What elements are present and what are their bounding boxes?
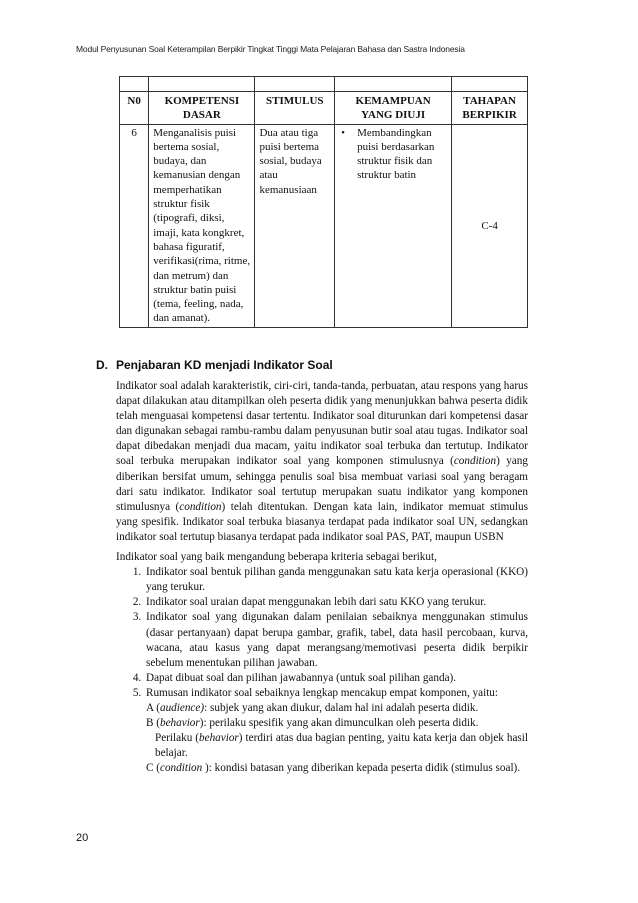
running-header: Modul Penyusunan Soal Keterampilan Berpikir Tingkat Tinggi Mata Pelajaran Bahasa dan Sastra Indonesia [76,44,465,54]
paragraph-kriteria-intro: Indikator soal yang baik mengandung beberapa kriteria sebagai berikut, [116,551,437,564]
kemampuan-list [339,126,447,183]
kd-table [119,76,528,328]
component-c: C (condition ): kondisi batasan yang diberikan kepada peserta didik (stimulus soal). [146,762,521,775]
list-item: 3. Indikator soal yang digunakan dalam penilaian sebaiknya menggunakan stimulus (dasar pertanyaan) dapat berupa gambar, grafik, tabel, data hasil percobaan, kurva, wacana, atau kasus yang dapat merangsang/memotivasi peserta didik berpikir sebelum menentukan pilihan jawaban. [144,610,528,670]
cell-stimulus: Dua atau tiga puisi bertema sosial, budaya atau kemanusiaan [255,124,335,327]
component-b-detail: Perilaku (behavior) terdiri atas dua bagian penting, yaitu kata kerja dan objek hasil belajar. [155,732,529,760]
para1-part-b: ) yang diberikan bersifat umum, sehingga penulis soal bisa membuat variasi soal yang beragam dari satu indikator. Indikator soal tertutup merupakan suatu indikator yang komponen stimulusnya ( [116,455,528,513]
cell-kemampuan [335,124,452,327]
section-title: Penjabaran KD menjadi Indikator Soal [116,358,333,372]
table-row [120,124,528,327]
list-item: 1. Indikator soal bentuk pilihan ganda menggunakan satu kata kerja operasional (KKO) yang terukur. [144,565,528,595]
section-heading [96,358,333,372]
cell-no: 6 [120,124,149,327]
component-a: A (audience): subjek yang akan diukur, dalam hal ini adalah peserta didik. [146,701,479,714]
cell-kompetensi: Menganalisis puisi bertema sosial, budaya, dan kemanusian dengan memperhatikan struktur fisik (tipografi, diksi, imaji, kata kongkret, bahasa figuratif, verifikasi(rima, ritme, dan metrum) dan struktur batin puisi (tema, feeling, nada, dan amanat). [149,124,255,327]
header-no: N0 [120,92,149,125]
criteria-5-text: Rumusan indikator soal sebaiknya lengkap mencakup empat komponen, yaitu: [146,686,499,699]
criteria-list [116,565,528,776]
header-stimulus: STIMULUS [255,92,335,125]
table-blank-row [120,77,528,92]
cell-tahapan: C-4 [452,124,528,327]
para1-em-b: condition [179,500,222,513]
section-letter: D. [96,358,108,372]
para1-part-a: Indikator soal adalah karakteristik, ciri-ciri, tanda-tanda, perbuatan, atau respons yang harus dapat dilakukan atau ditampilkan oleh peserta didik yang menunjukkan bahwa peserta didik telah menguasai kompetensi dasar tertentu. Indikator soal diturunkan dari kompetensi dasar dan digunakan sebagai rambu-rambu dalam penyusunan butir soal atau tugas. Indikator soal dapat dibedakan menjadi dua macam, yaitu indikator soal terbuka dan tertutup. Indikator soal terbuka merupakan indikator soal yang komponen stimulusnya ( [116,380,528,468]
body-text [116,379,528,776]
list-item: 2. Indikator soal uraian dapat menggunakan lebih dari satu KKO yang terukur. [144,595,528,610]
component-b: B (behavior): perilaku spesifik yang akan dimunculkan oleh peserta didik. [146,717,479,730]
header-kompetensi: KOMPETENSI DASAR [149,92,255,125]
header-tahapan: TAHAPAN BERPIKIR [452,92,528,125]
header-kemampuan: KEMAMPUAN YANG DIUJI [335,92,452,125]
page-number: 20 [76,832,89,844]
component-list [146,701,528,776]
table-header-row [120,92,528,125]
list-item: • Membandingkan puisi berdasarkan struktur fisik dan struktur batin [357,126,447,183]
list-item [144,686,528,777]
para1-em-a: condition [453,455,497,468]
paragraph-indikator [116,379,528,545]
list-item: 4. Dapat dibuat soal dan pilihan jawabannya (untuk soal pilihan ganda). [144,671,528,686]
para1-part-c: ) telah ditentukan. Dengan kata lain, indikator memuat stimulus yang spesifik. Indikator soal terbuka biasanya terdapat pada indikator soal UN, sedangkan indikator soal tertutup biasanya terdapat pada indikator soal PAS, PAT, maupun USBN [116,500,528,543]
